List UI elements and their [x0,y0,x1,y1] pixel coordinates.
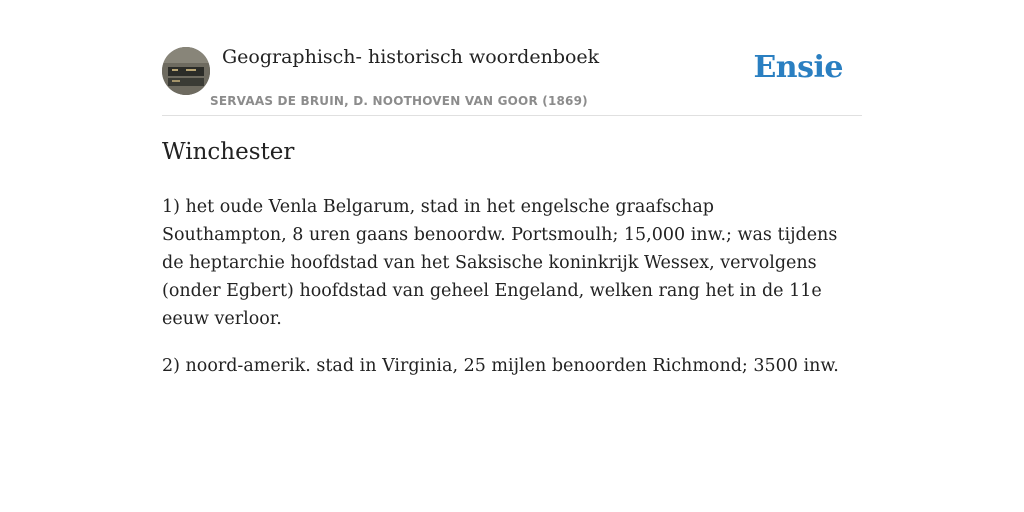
book-cover-icon[interactable] [162,47,210,95]
entry-title: Winchester [162,139,295,165]
definition-item: 1) het oude Venla Belgarum, stad in het engelsche graafschap Southampton, 8 uren gaans benoordw. Portsmoulh; 15,000 inw.; was tijdens de heptarchie hoofdstad van het Saksische koninkrijk Wessex, vervolgens (onder Egbert) hoofdstad van geheel Engeland, welken rang het in de 11e eeuw verloor. [162,197,838,329]
ensie-logo-link[interactable]: Ensie [753,50,843,85]
book-header [162,0,862,116]
definition-list [162,193,842,399]
definition-item: 2) noord-amerik. stad in Virginia, 25 mijlen benoorden Richmond; 3500 inw. [162,356,839,376]
book-title[interactable]: Geographisch- historisch woordenboek [222,46,600,68]
book-author: SERVAAS DE BRUIN, D. NOOTHOVEN VAN GOOR (1869) [210,94,588,108]
page-container [162,0,862,376]
